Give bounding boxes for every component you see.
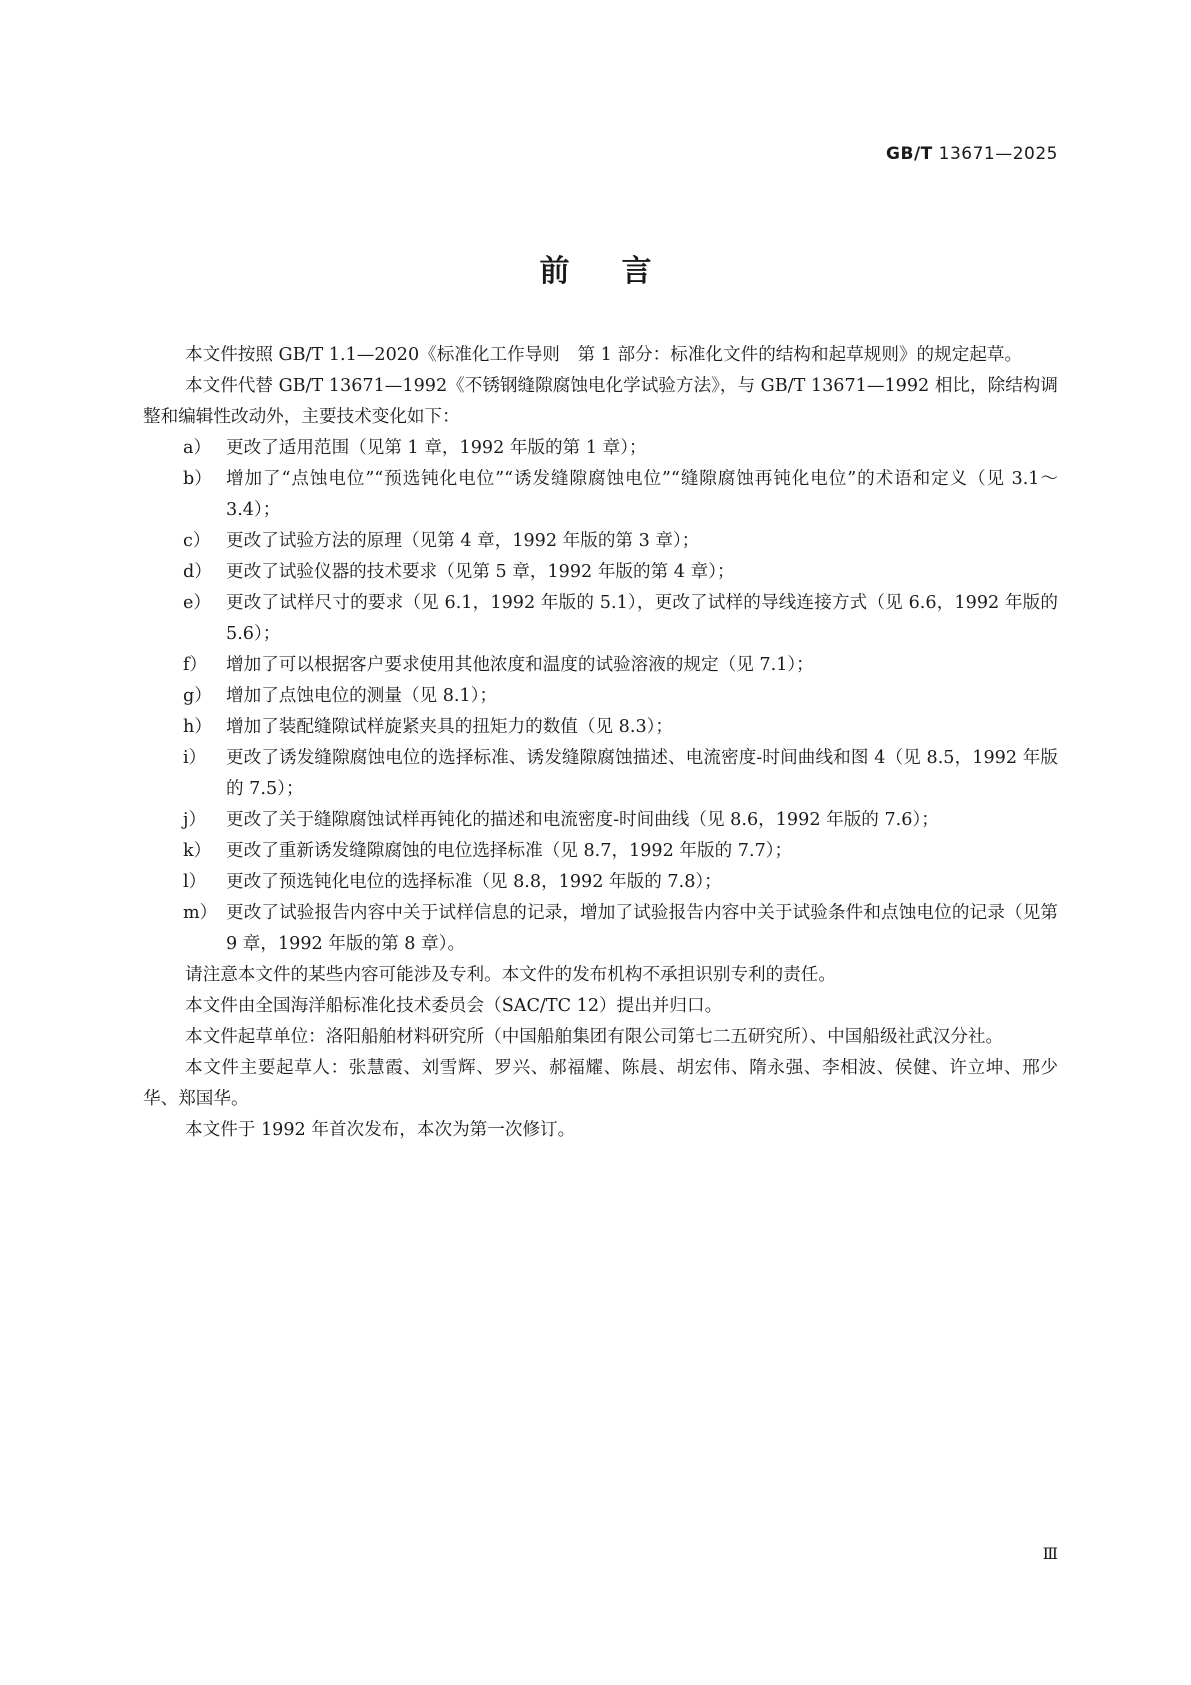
list-item — [143, 464, 1058, 526]
list-item — [143, 526, 1058, 557]
list-item — [143, 898, 1058, 960]
list-marker: i） — [183, 748, 207, 768]
list-text: 更改了诱发缝隙腐蚀电位的选择标准、诱发缝隙腐蚀描述、电流密度-时间曲线和图 4（见 8.5，1992 年版的 7.5）； — [226, 748, 1058, 799]
list-text: 更改了重新诱发缝隙腐蚀的电位选择标准（见 8.7，1992 年版的 7.7）； — [226, 841, 793, 861]
list-marker: k） — [183, 841, 212, 861]
paragraph-drafting-rules: 本文件按照 GB/T 1.1—2020《标准化工作导则 第 1 部分：标准化文件的结构和起草规则》的规定起草。 — [185, 345, 1023, 365]
list-text: 更改了试验报告内容中关于试样信息的记录，增加了试验报告内容中关于试验条件和点蚀电位的记录（见第 9 章，1992 年版的第 8 章）。 — [226, 903, 1058, 954]
list-marker: j） — [183, 810, 207, 830]
list-item — [143, 588, 1058, 650]
list-item — [143, 650, 1058, 681]
list-text: 增加了可以根据客户要求使用其他浓度和温度的试验溶液的规定（见 7.1）； — [226, 655, 814, 675]
list-item — [143, 867, 1058, 898]
list-item — [143, 681, 1058, 712]
list-text: 增加了“点蚀电位”“预选钝化电位”“诱发缝隙腐蚀电位”“缝隙腐蚀再钝化电位”的术语和定义（见 3.1～3.4）； — [226, 469, 1058, 520]
foreword-body — [143, 340, 1058, 1146]
paragraph-patent-notice: 请注意本文件的某些内容可能涉及专利。本文件的发布机构不承担识别专利的责任。 — [185, 965, 836, 985]
paragraph-proposer: 本文件由全国海洋船标准化技术委员会（SAC/TC 12）提出并归口。 — [185, 996, 723, 1016]
paragraph-drafters: 本文件主要起草人：张慧霞、刘雪辉、罗兴、郝福耀、陈晨、胡宏伟、隋永强、李相波、侯健、许立坤、邢少华、郑国华。 — [143, 1058, 1058, 1109]
standard-number — [886, 144, 1058, 164]
page-title: 前言 — [539, 254, 704, 289]
list-text: 更改了试验仪器的技术要求（见第 5 章，1992 年版的第 4 章）； — [226, 562, 735, 582]
list-marker: c） — [183, 531, 211, 551]
list-text: 更改了预选钝化电位的选择标准（见 8.8，1992 年版的 7.8）； — [226, 872, 722, 892]
list-marker: b） — [183, 469, 212, 489]
list-item — [143, 743, 1058, 805]
list-text: 增加了装配缝隙试样旋紧夹具的扭矩力的数值（见 8.3）； — [226, 717, 674, 737]
paragraph-history: 本文件于 1992 年首次发布，本次为第一次修订。 — [185, 1120, 576, 1140]
standard-code: 13671—2025 — [938, 144, 1058, 164]
list-marker: m） — [183, 903, 218, 923]
list-marker: a） — [183, 438, 212, 458]
list-text: 更改了关于缝隙腐蚀试样再钝化的描述和电流密度-时间曲线（见 8.6，1992 年版的 7.6）； — [226, 810, 939, 830]
list-marker: g） — [183, 686, 212, 706]
page-number: Ⅲ — [1042, 1544, 1058, 1563]
list-item — [143, 712, 1058, 743]
changes-list — [143, 433, 1058, 960]
list-text: 更改了适用范围（见第 1 章，1992 年版的第 1 章）； — [226, 438, 647, 458]
list-item — [143, 433, 1058, 464]
standard-prefix: GB/T — [886, 144, 933, 164]
list-text: 更改了试验方法的原理（见第 4 章，1992 年版的第 3 章）； — [226, 531, 700, 551]
list-marker: h） — [183, 717, 212, 737]
list-marker: l） — [183, 872, 207, 892]
list-text: 增加了点蚀电位的测量（见 8.1）； — [226, 686, 498, 706]
list-text: 更改了试样尺寸的要求（见 6.1，1992 年版的 5.1），更改了试样的导线连接方式（见 6.6，1992 年版的 5.6）； — [226, 593, 1058, 644]
list-marker: e） — [183, 593, 212, 613]
list-marker: d） — [183, 562, 212, 582]
paragraph-replaces: 本文件代替 GB/T 13671—1992《不锈钢缝隙腐蚀电化学试验方法》，与 GB/T 13671—1992 相比，除结构调整和编辑性改动外，主要技术变化如下： — [143, 376, 1058, 427]
list-item — [143, 805, 1058, 836]
list-item — [143, 836, 1058, 867]
paragraph-drafting-units: 本文件起草单位：洛阳船舶材料研究所（中国船舶集团有限公司第七二五研究所）、中国船级社武汉分社。 — [185, 1027, 1004, 1047]
list-marker: f） — [183, 655, 208, 675]
list-item — [143, 557, 1058, 588]
